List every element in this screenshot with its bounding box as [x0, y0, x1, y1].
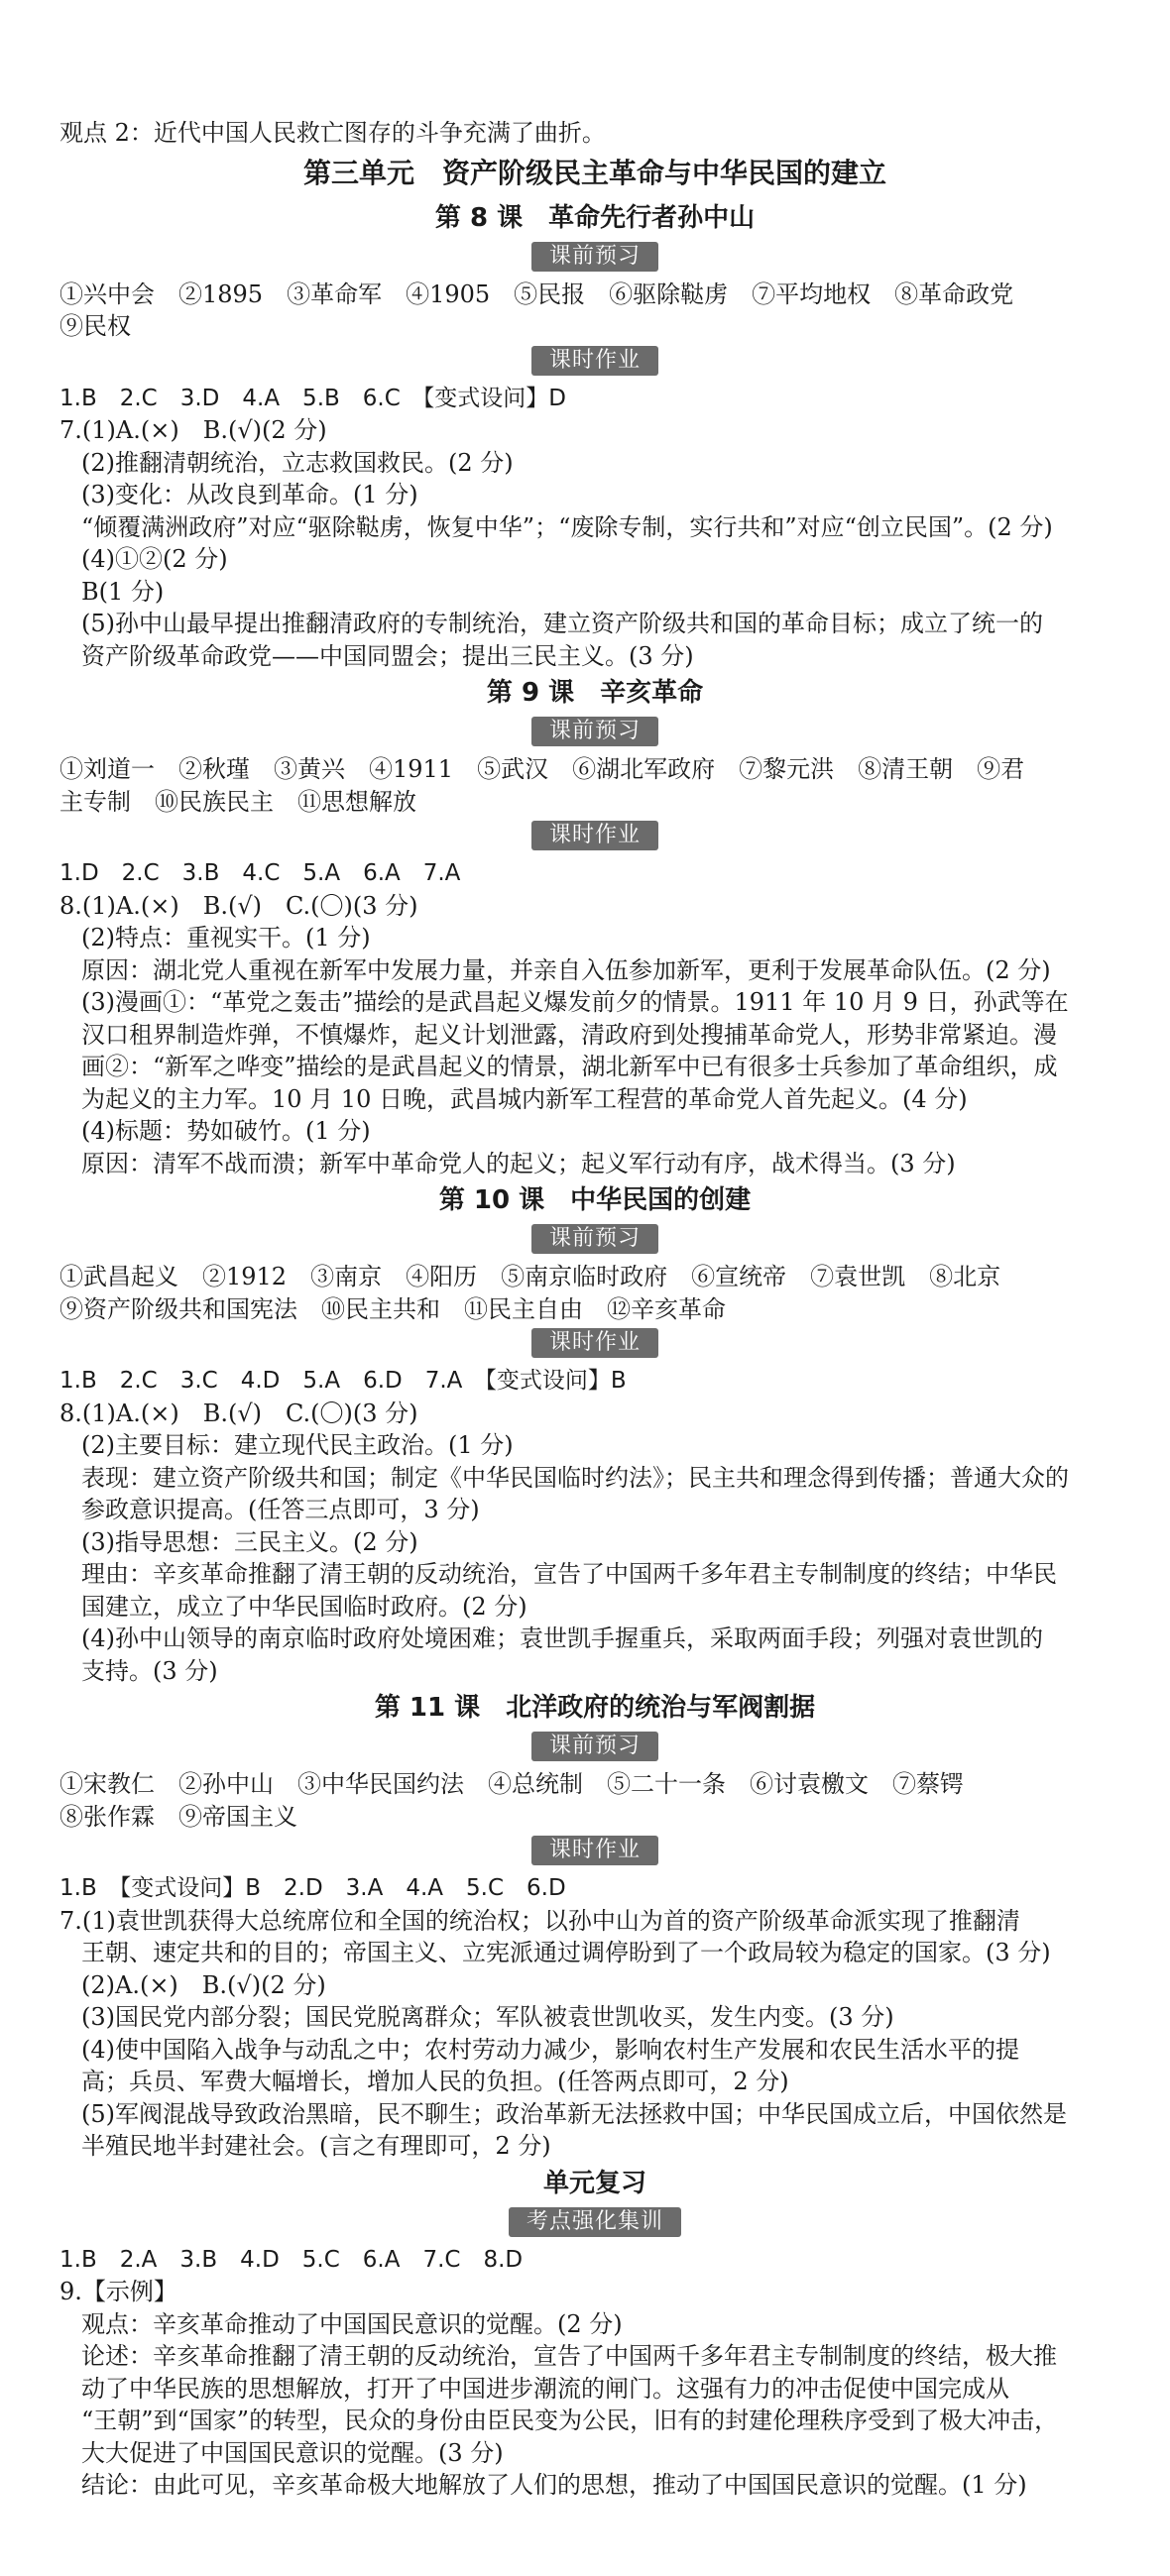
- review-q9-head: 9.【示例】: [59, 2278, 177, 2305]
- lesson-9-q8-line: 原因：清军不战而溃；新军中革命党人的起义；起义军行动有序，战术得当。(3 分): [81, 1149, 956, 1177]
- lesson-11-q7-line: 高；兵员、军费大幅增长，增加人民的负担。(任答两点即可，2 分): [81, 2068, 789, 2095]
- lesson-9-q8-line: (2)特点：重视实干。(1 分): [81, 924, 371, 952]
- preview-label: 课前预习: [531, 242, 658, 272]
- lesson-10-q8-line: 国建立，成立了中华民国临时政府。(2 分): [81, 1592, 527, 1621]
- review-q9-line: “王朝”到“国家”的转型，民众的身份由臣民变为公民，旧有的封建伦理秩序受到了极大冲击，: [81, 2407, 1059, 2434]
- lesson-10-title: 第 10 课 中华民国的创建: [438, 1185, 752, 1215]
- preview-label: 课前预习: [531, 1224, 658, 1254]
- lesson-11-q7-line: (2)A.(×) B.(√)(2 分): [81, 1970, 326, 1999]
- lesson-9-q8-line: (4)标题：势如破竹。(1 分): [81, 1117, 371, 1145]
- review-title: 单元复习: [542, 2168, 646, 2198]
- lesson-10-q8-line: 参政意识提高。(任答三点即可，3 分): [81, 1496, 480, 1523]
- lesson-10-q8-line: 表现：建立资产阶级共和国；制定《中华民国临时约法》；民主共和理念得到传播；普通大众的: [81, 1463, 1069, 1492]
- lesson-11-q7-line: (3)国民党内部分裂；国民党脱离群众；军队被袁世凯收买，发生内变。(3 分): [81, 2003, 894, 2031]
- lesson-8-q7-line: (3)变化：从改良到革命。(1 分): [81, 481, 418, 508]
- lesson-11-q7-line: 王朝、速定共和的目的；帝国主义、立宪派通过调停盼到了一个政局较为稳定的国家。(3 分): [81, 1939, 1051, 1966]
- lesson-11-answers: 1.B 【变式设问】B 2.D 3.A 4.A 5.C 6.D: [59, 1875, 566, 1901]
- review-q9-line: 观点：辛亥革命推动了中国国民意识的觉醒。(2 分): [81, 2309, 623, 2338]
- lesson-8-answers: 1.B 2.C 3.D 4.A 5.B 6.C 【变式设问】D: [59, 385, 566, 411]
- lesson-8-q7-line: (4)①②(2 分): [81, 545, 228, 573]
- lesson-9-q8-line: 8.(1)A.(×) B.(√) C.(〇)(3 分): [59, 891, 418, 920]
- review-q9-line: 动了中华民族的思想解放，打开了中国进步潮流的闸门。这强有力的冲击促使中国完成从: [81, 2374, 1009, 2403]
- lesson-8-q7-line: (5)孙中山最早提出推翻清政府的专制统治，建立资产阶级共和国的革命目标；成立了统一的: [81, 610, 1043, 637]
- lesson-10-q8-line: 理由：辛亥革命推翻了清王朝的反动统治，宣告了中国两千多年君主专制制度的终结；中华民: [81, 1560, 1057, 1588]
- lesson-8-preview-line: ①兴中会 ②1895 ③革命军 ④1905 ⑤民报 ⑥驱除鞑虏 ⑦平均地权 ⑧革命政党: [59, 280, 1014, 308]
- review-answers: 1.B 2.A 3.B 4.D 5.C 6.A 7.C 8.D: [59, 2246, 524, 2273]
- lesson-10-q8-line: (2)主要目标：建立现代民主政治。(1 分): [81, 1431, 514, 1459]
- lesson-10-q8-line: (4)孙中山领导的南京临时政府处境困难；袁世凯手握重兵，采取两面手段；列强对袁世凯的: [81, 1624, 1043, 1652]
- answer-page: [59, 117, 1130, 2502]
- lesson-9-q8-line: 画②：“新军之哗变”描绘的是武昌起义的情景，湖北新军中已有很多士兵参加了革命组织，成: [81, 1053, 1058, 1080]
- lesson-9-q8-line: 原因：湖北党人重视在新军中发展力量，并亲自入伍参加新军，更利于发展革命队伍。(2 分): [81, 955, 1051, 984]
- lesson-10-q8-line: (3)指导思想：三民主义。(2 分): [81, 1527, 418, 1556]
- homework-label: 课时作业: [531, 821, 658, 850]
- top-line: 观点 2：近代中国人民救亡图存的斗争充满了曲折。: [59, 119, 606, 147]
- lesson-8-q7-line: 7.(1)A.(×) B.(√)(2 分): [59, 416, 327, 444]
- lesson-11-q7-line: 7.(1)袁世凯获得大总统席位和全国的统治权；以孙中山为首的资产阶级革命派实现了推翻清: [59, 1906, 1020, 1935]
- lesson-9-title: 第 9 课 辛亥革命: [486, 678, 704, 708]
- preview-label: 课前预习: [531, 1732, 658, 1761]
- preview-label: 课前预习: [531, 717, 658, 746]
- lesson-11-preview-line: ①宋教仁 ②孙中山 ③中华民国约法 ④总统制 ⑤二十一条 ⑥讨袁檄文 ⑦蔡锷: [59, 1770, 964, 1798]
- review-q9-line: 结论：由此可见，辛亥革命极大地解放了人们的思想，推动了中国国民意识的觉醒。(1 分): [81, 2471, 1027, 2499]
- lesson-10-preview-line: ⑨资产阶级共和国宪法 ⑩民主共和 ⑪民主自由 ⑫辛亥革命: [59, 1294, 726, 1323]
- lesson-11-q7-line: (5)军阀混战导致政治黑暗，民不聊生；政治革新无法拯救中国；中华民国成立后，中国依然是: [81, 2099, 1067, 2128]
- lesson-9-q8-line: 汉口租界制造炸弹，不慎爆炸，起义计划泄露，清政府到处搜捕革命党人，形势非常紧迫。漫: [81, 1020, 1057, 1049]
- lesson-11-title: 第 11 课 北洋政府的统治与军阀割据: [374, 1693, 816, 1723]
- review-q9-line: 大大促进了中国国民意识的觉醒。(3 分): [81, 2438, 504, 2467]
- lesson-8-q7-line: 资产阶级革命政党——中国同盟会；提出三民主义。(3 分): [81, 641, 694, 670]
- lesson-10-q8-line: 8.(1)A.(×) B.(√) C.(〇)(3 分): [59, 1399, 418, 1427]
- intensive-label: 考点强化集训: [509, 2207, 681, 2237]
- homework-label: 课时作业: [531, 1328, 658, 1358]
- unit-title: 第三单元 资产阶级民主革命与中华民国的建立: [302, 156, 886, 189]
- lesson-8-q7-line: B(1 分): [81, 577, 165, 606]
- lesson-9-q8-line: (3)漫画①：“革党之轰击”描绘的是武昌起义爆发前夕的情景。1911 年 10 月 9 日，孙武等在: [81, 988, 1069, 1016]
- lesson-9-q8-line: 为起义的主力军。10 月 10 日晚，武昌城内新军工程营的革命党人首先起义。(4 分): [81, 1084, 968, 1113]
- lesson-10-preview-line: ①武昌起义 ②1912 ③南京 ④阳历 ⑤南京临时政府 ⑥宣统帝 ⑦袁世凯 ⑧北京: [59, 1263, 1001, 1290]
- lesson-11-q7-line: 半殖民地半封建社会。(言之有理即可，2 分): [81, 2132, 551, 2160]
- lesson-9-answers: 1.D 2.C 3.B 4.C 5.A 6.A 7.A: [59, 860, 461, 886]
- lesson-8-q7-line: (2)推翻清朝统治，立志救国救民。(2 分): [81, 448, 514, 477]
- lesson-10-answers: 1.B 2.C 3.C 4.D 5.A 6.D 7.A 【变式设问】B: [59, 1368, 627, 1394]
- lesson-10-q8-line: 支持。(3 分): [81, 1656, 218, 1685]
- lesson-9-preview-line: 主专制 ⑩民族民主 ⑪思想解放: [59, 787, 416, 816]
- review-q9-line: 论述：辛亥革命推翻了清王朝的反动统治，宣告了中国两千多年君主专制制度的终结，极大推: [81, 2342, 1057, 2370]
- lesson-9-preview-line: ①刘道一 ②秋瑾 ③黄兴 ④1911 ⑤武汉 ⑥湖北军政府 ⑦黎元洪 ⑧清王朝 ⑨君: [59, 755, 1025, 783]
- lesson-8-preview-line: ⑨民权: [59, 312, 131, 340]
- homework-label: 课时作业: [531, 1836, 658, 1865]
- homework-label: 课时作业: [531, 346, 658, 376]
- lesson-8-q7-line: “倾覆满洲政府”对应“驱除鞑虏，恢复中华”；“废除专制，实行共和”对应“创立民国”。(2 分): [81, 512, 1053, 541]
- lesson-11-q7-line: (4)使中国陷入战争与动乱之中；农村劳动力减少，影响农村生产发展和农民生活水平的提: [81, 2035, 1019, 2064]
- lesson-11-preview-line: ⑧张作霖 ⑨帝国主义: [59, 1802, 297, 1831]
- lesson-8-title: 第 8 课 革命先行者孙中山: [434, 202, 756, 233]
